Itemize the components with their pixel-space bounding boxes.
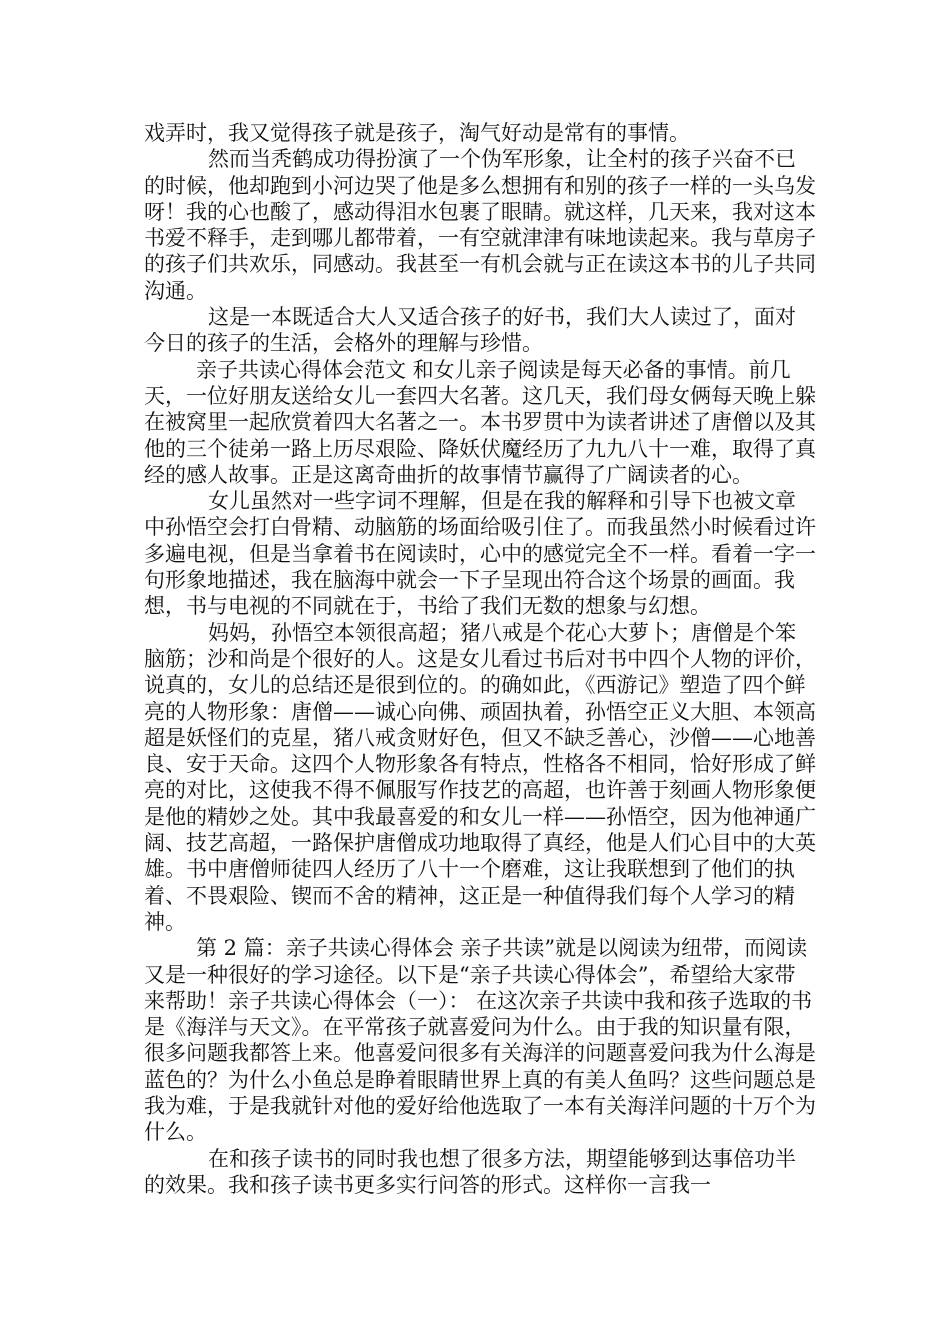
paragraph: 戏弄时，我又觉得孩子就是孩子，淘气好动是常有的事情。: [144, 121, 690, 145]
paragraph: 亲子共读心得体会范文 和女儿亲子阅读是每天必备的事情。前几天，一位好朋友送给女儿一套四大名著。这几天，我们母女俩每天晚上躲在被窝里一起欣赏着四大名著之一。本书罗贯中为读者讲述了唐僧以及其他的三个徒弟一路上历尽艰险、降妖伏魔经历了九九八十一难，取得了真经的感人故事。正是这离奇曲折的故事情节赢得了广阔读者的心。: [144, 357, 816, 487]
document-body: [144, 120, 816, 1198]
paragraph: 在和孩子读书的同时我也想了很多方法，期望能够到达事倍功半的效果。我和孩子读书更多实行问答的形式。这样你一言我一: [144, 1146, 796, 1197]
paragraph: 这是一本既适合大人又适合孩子的好书，我们大人读过了，面对今日的孩子的生活，会格外的理解与珍惜。: [144, 305, 796, 356]
paragraph: 第 2 篇：亲子共读心得体会 亲子共读”就是以阅读为纽带，而阅读又是一种很好的学习途径。以下是“亲子共读心得体会”，希望给大家带来帮助！亲子共读心得体会（一）： 在这次亲子共读中我和孩子选取的书是《海洋与天文》。在平常孩子就喜爱问为什么。由于我的知识量有限，很多问题我都答上来。他喜爱问很多有关海洋的问题喜爱问我为什么海是蓝色的？为什么小鱼总是睁着眼睛世界上真的有美人鱼吗？这些问题总是我为难，于是我就针对他的爱好给他选取了一本有关海洋问题的十万个为什么。: [144, 936, 816, 1145]
paragraph: 妈妈，孙悟空本领很高超；猪八戒是个花心大萝卜；唐僧是个笨脑筋；沙和尚是个很好的人。这是女儿看过书后对书中四个人物的评价，说真的，女儿的总结还是很到位的。的确如此，《西游记》塑造了四个鲜亮的人物形象：唐僧——诚心向佛、顽固执着，孙悟空正义大胆、本领高超是妖怪们的克星，猪八戒贪财好色，但又不缺乏善心，沙僧——心地善良、安于天命。这四个人物形象各有特点，性格各不相同，恰好形成了鲜亮的对比，这使我不得不佩服写作技艺的高超，也许善于刻画人物形象便是他的精妙之处。其中我最喜爱的和女儿一样——孙悟空，因为他神通广阔、技艺高超，一路保护唐僧成功地取得了真经，他是人们心目中的大英雄。书中唐僧师徒四人经历了八十一个磨难，这让我联想到了他们的执着、不畏艰险、锲而不舍的精神，这正是一种值得我们每个人学习的精神。: [144, 620, 816, 934]
paragraph: 然而当秃鹤成功得扮演了一个伪军形象，让全村的孩子兴奋不已的时候，他却跑到小河边哭了他是多么想拥有和别的孩子一样的一头乌发呀！我的心也酸了，感动得泪水包裹了眼睛。就这样，几天来，我对这本书爱不释手，走到哪儿都带着，一有空就津津有味地读起来。我与草房子的孩子们共欢乐，同感动。我甚至一有机会就与正在读这本书的儿子共同沟通。: [144, 147, 816, 303]
paragraph: 女儿虽然对一些字词不理解，但是在我的解释和引导下也被文章中孙悟空会打白骨精、动脑筋的场面给吸引住了。而我虽然小时候看过许多遍电视，但是当拿着书在阅读时，心中的感觉完全不一样。看着一字一句形象地描述，我在脑海中就会一下子呈现出符合这个场景的画面。我想，书与电视的不同就在于，书给了我们无数的想象与幻想。: [144, 489, 816, 619]
